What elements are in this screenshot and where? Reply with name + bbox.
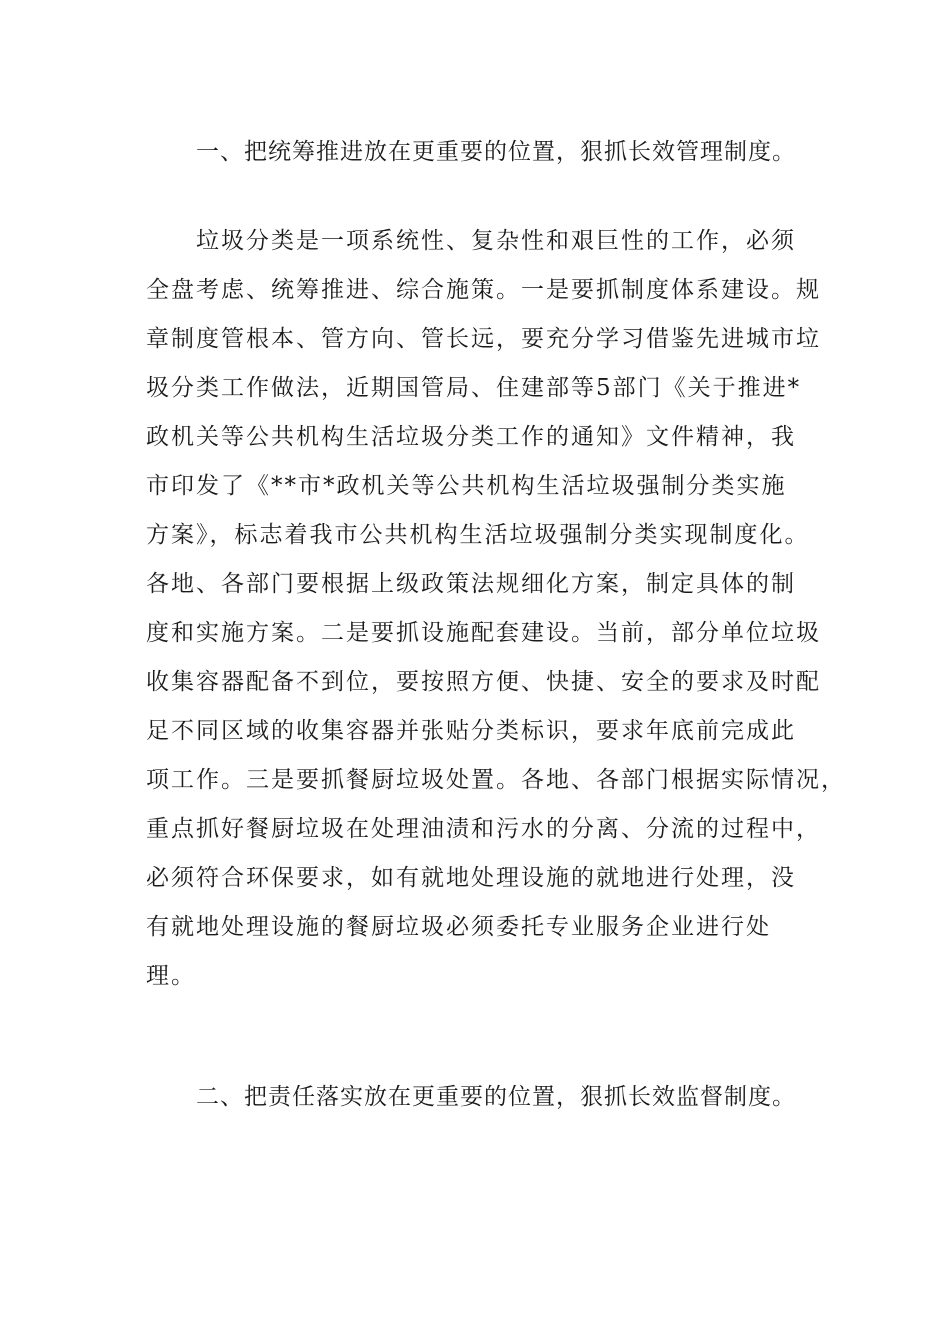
- section-1-heading: 一、把统筹推进放在更重要的位置，狠抓长效管理制度。: [196, 139, 796, 165]
- paragraph-line: 政机关等公共机构生活垃圾分类工作的通知》文件精神，我: [146, 424, 796, 450]
- paragraph-line: 市印发了《**市*政机关等公共机构生活垃圾强制分类实施: [146, 473, 787, 499]
- paragraph-line: 足不同区域的收集容器并张贴分类标识，要求年底前完成此: [146, 718, 796, 744]
- section-2-heading: 二、把责任落实放在更重要的位置，狠抓长效监督制度。: [196, 1084, 796, 1110]
- paragraph-line: 度和实施方案。二是要抓设施配套建设。当前，部分单位垃圾: [146, 620, 821, 646]
- paragraph-line: 重点抓好餐厨垃圾在处理油渍和污水的分离、分流的过程中，: [146, 816, 821, 842]
- paragraph-line: 收集容器配备不到位，要按照方便、快捷、安全的要求及时配: [146, 669, 821, 695]
- paragraph-line: 各地、各部门要根据上级政策法规细化方案，制定具体的制: [146, 571, 796, 597]
- paragraph-line: 章制度管根本、管方向、管长远，要充分学习借鉴先进城市垃: [146, 326, 821, 352]
- paragraph-line: 全盘考虑、统筹推进、综合施策。一是要抓制度体系建设。规: [146, 277, 821, 303]
- paragraph-line: 理。: [146, 963, 196, 989]
- paragraph-line: 必须符合环保要求，如有就地处理设施的就地进行处理，没: [146, 865, 796, 891]
- paragraph-line: 方案》，标志着我市公共机构生活垃圾强制分类实现制度化。: [146, 522, 810, 548]
- paragraph-line: 圾分类工作做法，近期国管局、住建部等5部门《关于推进*: [146, 375, 802, 401]
- paragraph-line: 垃圾分类是一项系统性、复杂性和艰巨性的工作，必须: [196, 228, 796, 254]
- paragraph-line: 有就地处理设施的餐厨垃圾必须委托专业服务企业进行处: [146, 914, 771, 940]
- paragraph-line: 项工作。三是要抓餐厨垃圾处置。各地、各部门根据实际情况，: [146, 767, 846, 793]
